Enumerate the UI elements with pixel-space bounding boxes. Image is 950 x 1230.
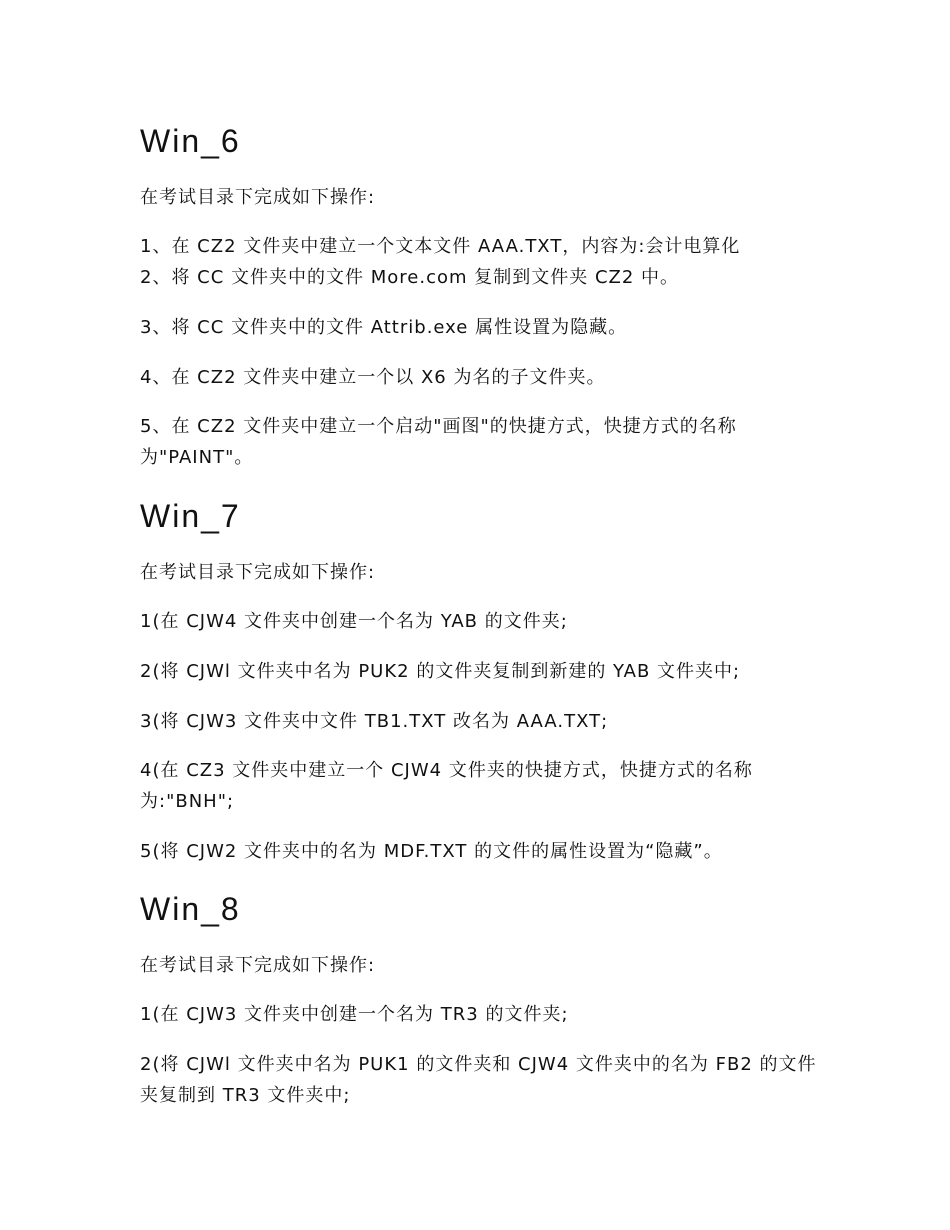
- list-item: 2(将 CJWl 文件夹中名为 PUK2 的文件夹复制到新建的 YAB 文件夹中;: [140, 661, 741, 682]
- list-item: 5、在 CZ2 文件夹中建立一个启动"画图"的快捷方式，快捷方式的名称为"PAINT"。: [140, 416, 737, 468]
- list-item: 1、在 CZ2 文件夹中建立一个文本文件 AAA.TXT，内容为:会计电算化: [140, 236, 741, 257]
- list-item: 1(在 CJW3 文件夹中创建一个名为 TR3 的文件夹;: [140, 1004, 569, 1025]
- section-heading: Win_6: [140, 123, 241, 159]
- section-heading: Win_8: [140, 891, 241, 927]
- list-item: 4(在 CZ3 文件夹中建立一个 CJW4 文件夹的快捷方式，快捷方式的名称为:"BNH";: [140, 760, 753, 812]
- list-item: 3(将 CJW3 文件夹中文件 TB1.TXT 改名为 AAA.TXT;: [140, 711, 609, 732]
- section-heading: Win_7: [140, 498, 241, 534]
- list-item: 3、将 CC 文件夹中的文件 Attrib.exe 属性设置为隐藏。: [140, 317, 628, 338]
- list-item: 5(将 CJW2 文件夹中的名为 MDF.TXT 的文件的属性设置为“隐藏”。: [140, 841, 723, 862]
- list-item: 4、在 CZ2 文件夹中建立一个以 X6 为名的子文件夹。: [140, 367, 606, 388]
- list-item: 1(在 CJW4 文件夹中创建一个名为 YAB 的文件夹;: [140, 611, 568, 632]
- section-intro: 在考试目录下完成如下操作:: [140, 562, 376, 583]
- section-intro: 在考试目录下完成如下操作:: [140, 955, 376, 976]
- list-item: 2、将 CC 文件夹中的文件 More.com 复制到文件夹 CZ2 中。: [140, 267, 680, 288]
- section-intro: 在考试目录下完成如下操作:: [140, 187, 376, 208]
- list-item: 2(将 CJWl 文件夹中名为 PUK1 的文件夹和 CJW4 文件夹中的名为 FB2 的文件夹复制到 TR3 文件夹中;: [140, 1054, 817, 1106]
